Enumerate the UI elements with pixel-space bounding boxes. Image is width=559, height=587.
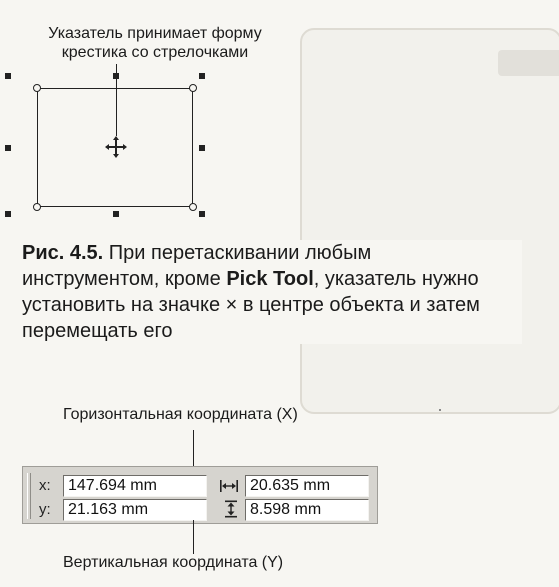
selection-handle[interactable]: [199, 73, 205, 79]
x-position-field[interactable]: 147.694 mm: [63, 475, 207, 497]
figure-caption: [22, 240, 522, 344]
pointer-note-line-1: Указатель принимает форму: [48, 25, 262, 42]
property-bar: [22, 466, 378, 524]
x-label: x:: [39, 477, 51, 494]
caption-line-2: [22, 266, 516, 292]
pointer-note-line-2: крестика со стрелочками: [61, 44, 249, 61]
pointer-note: [24, 24, 286, 62]
height-field[interactable]: 8.598 mm: [245, 499, 369, 521]
caption-text-1: При перетаскивании любым: [103, 242, 372, 264]
corner-node: [33, 203, 41, 211]
selection-handle[interactable]: [113, 73, 119, 79]
vertical-leader-line: [193, 520, 194, 554]
caption-line-3: установить на значке × в центре объекта и затем: [22, 294, 480, 316]
selection-handle[interactable]: [199, 211, 205, 217]
selection-handle[interactable]: [5, 145, 11, 151]
corner-node: [189, 84, 197, 92]
scan-dot: [439, 409, 441, 411]
y-position-field[interactable]: 21.163 mm: [63, 499, 207, 521]
caption-line-4: перемещать его: [22, 320, 173, 342]
move-cursor-icon: [104, 135, 128, 159]
selection-handle[interactable]: [113, 211, 119, 217]
corner-node: [189, 203, 197, 211]
background-sidebar-heading: [498, 50, 559, 76]
horizontal-coordinate-label: Горизонтальная координата (X): [60, 406, 301, 424]
caption-text-2: инструментом, кроме: [22, 268, 227, 290]
corner-node: [33, 84, 41, 92]
vertical-coordinate-label: Вертикальная координата (Y): [60, 554, 286, 572]
selection-handle[interactable]: [5, 73, 11, 79]
horizontal-size-arrows-icon: [219, 477, 239, 495]
horizontal-leader-line: [193, 430, 194, 470]
selection-handle[interactable]: [199, 145, 205, 151]
caption-pick-tool: Pick Tool: [226, 268, 314, 290]
selection-handle[interactable]: [5, 211, 11, 217]
vertical-size-arrows-icon: [221, 500, 241, 518]
toolbar-grip[interactable]: [27, 473, 31, 519]
y-label: y:: [39, 501, 51, 518]
caption-line-1: [22, 240, 516, 266]
width-field[interactable]: 20.635 mm: [245, 475, 369, 497]
caption-text-3: , указатель нужно: [313, 268, 479, 290]
caption-number: Рис. 4.5.: [22, 242, 104, 264]
